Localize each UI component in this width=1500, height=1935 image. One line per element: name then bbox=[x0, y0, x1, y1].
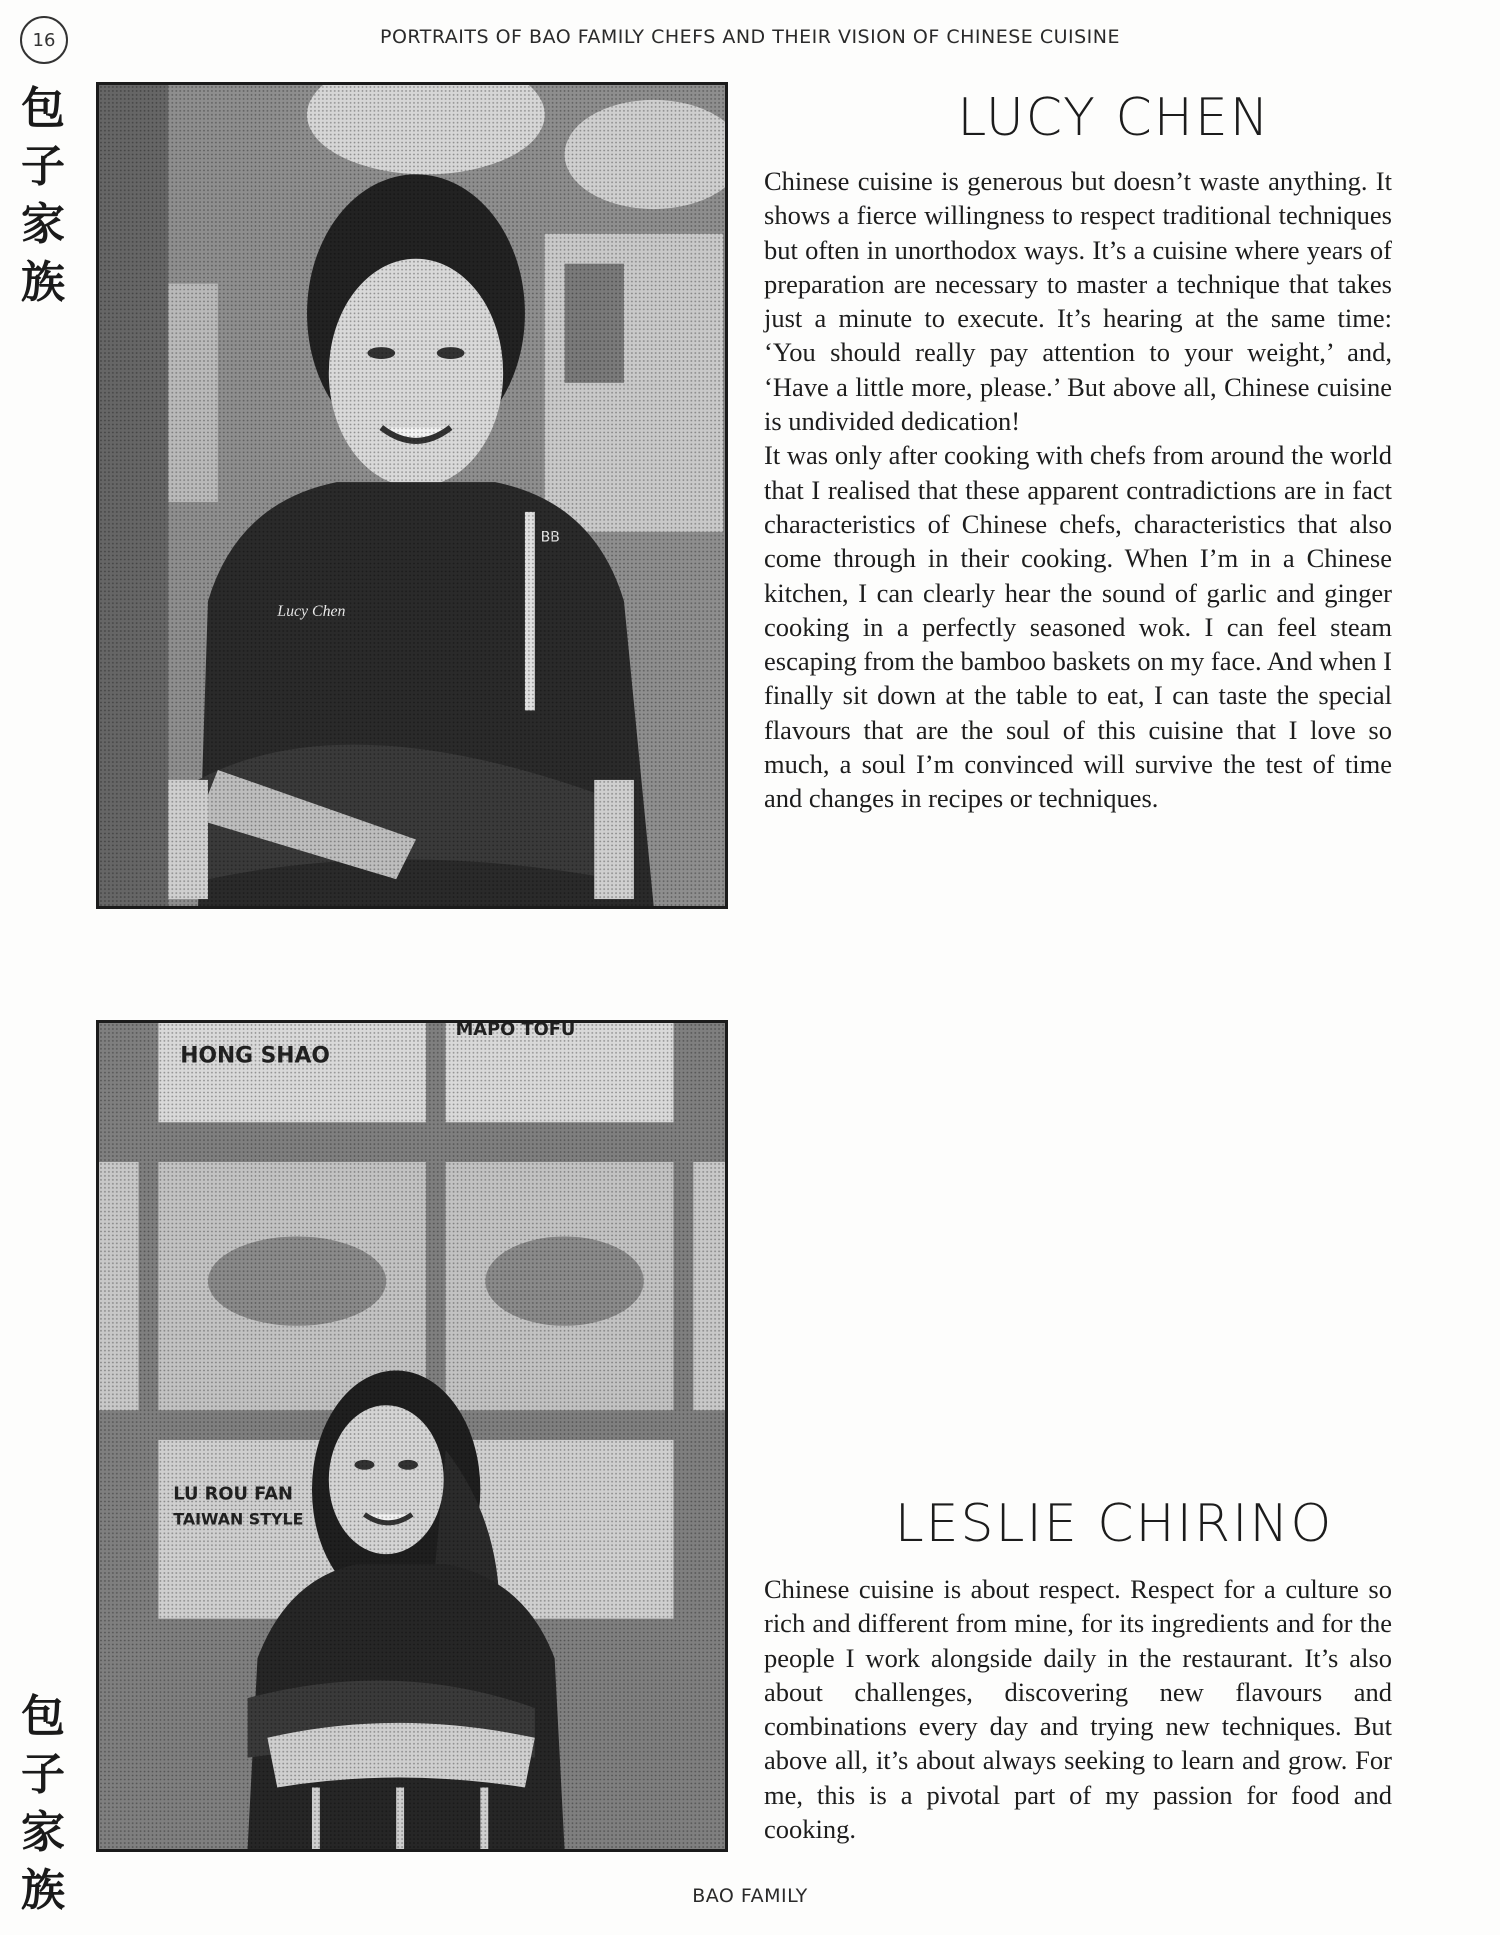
bio-paragraph: Chinese cuisine is generous but doesn’t waste anything. It shows a fierce willingness to respect traditional techniques but often in unorthodox ways. It’s a cuisine where years of preparation are necessary to master a technique that takes just a minute to execute. It’s hearing at the same time: ‘You should really pay attention to your weight,’ and, ‘Have a little more, please.’ But above all, Chinese cuisine is undivided dedication! bbox=[764, 166, 1392, 437]
running-header-text: PORTRAITS OF BAO FAMILY CHEFS AND THEIR VISION OF CHINESE CUISINE bbox=[380, 26, 1120, 48]
chef-bio-leslie-chirino bbox=[764, 1572, 1392, 1846]
chinese-char: 包 bbox=[21, 83, 65, 134]
chinese-char: 子 bbox=[21, 1749, 65, 1800]
running-header bbox=[0, 26, 1500, 48]
chinese-char: 家 bbox=[21, 199, 65, 250]
chinese-char: 家 bbox=[21, 1807, 65, 1858]
chinese-char: 族 bbox=[21, 257, 65, 308]
chinese-char: 包 bbox=[21, 1691, 65, 1742]
page-number-text: 16 bbox=[32, 29, 56, 51]
running-footer bbox=[0, 1885, 1500, 1907]
bio-paragraph: Chinese cuisine is about respect. Respect for a culture so rich and different from mine, for its ingredients and for the people I work alongside daily in the restaurant. It’s also about challenges, discovering new flavours and combinations every day and trying new techniques. But above all, it’s about always seeking to learn and grow. For me, this is a pivotal part of my passion for food and cooking. bbox=[764, 1574, 1392, 1845]
portrait-photo-leslie-chirino bbox=[96, 1020, 728, 1852]
running-footer-text: BAO FAMILY bbox=[692, 1885, 808, 1907]
chef-bio-lucy-chen bbox=[764, 164, 1392, 816]
chef-name-heading: LESLIE CHIRINO bbox=[894, 1494, 1334, 1554]
bio-paragraph: It was only after cooking with chefs from around the world that I realised that these apparent contradictions are in fact characteristics of Chinese chefs, characteristics that also come through in their cooking. When I’m in a Chinese kitchen, I can clearly hear the sound of garlic and ginger cooking in a perfectly seasoned wok. I can feel steam escaping from the bamboo baskets on my face. And when I finally sit down at the table to eat, I can taste the special flavours that are the soul of this cuisine that I love so much, a soul I’m convinced will survive the test of time and changes in recipes or techniques. bbox=[764, 440, 1392, 814]
chef-name-heading: LUCY CHEN bbox=[957, 88, 1271, 148]
vertical-chinese-title-top bbox=[18, 80, 68, 312]
chinese-char: 子 bbox=[21, 141, 65, 192]
portrait-photo-lucy-chen bbox=[96, 82, 728, 909]
chinese-char: 族 bbox=[21, 1865, 65, 1916]
